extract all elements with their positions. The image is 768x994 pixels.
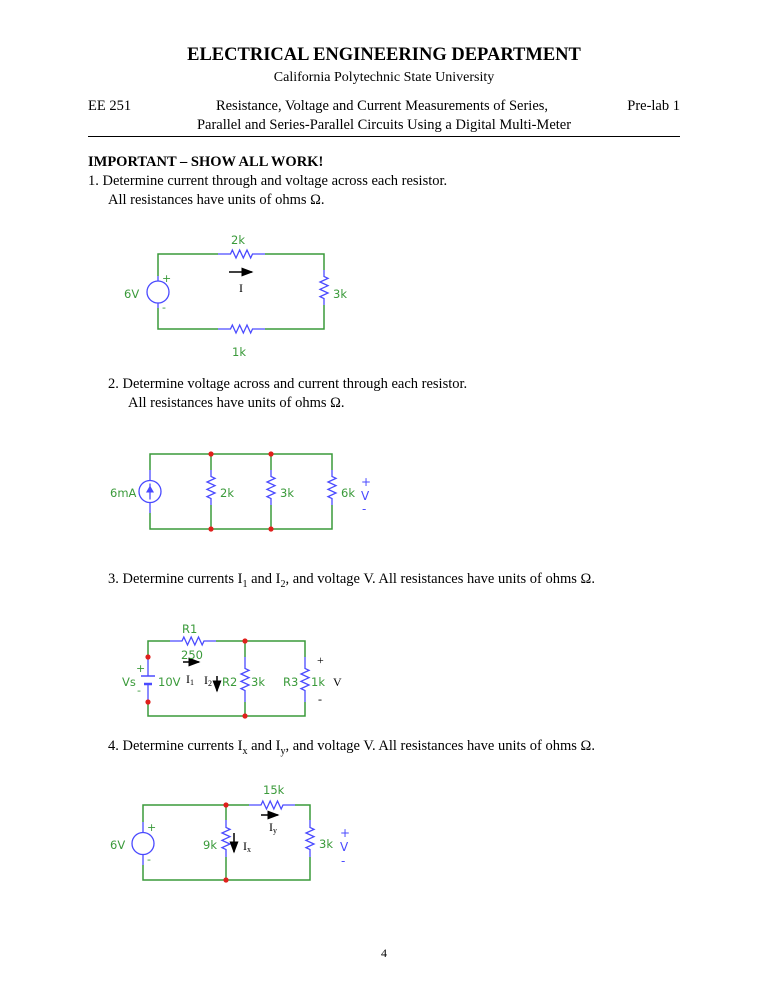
c2-source-label: 6mA: [110, 486, 137, 500]
wire: [295, 805, 310, 820]
c3-r2-value: 3k: [251, 675, 265, 689]
c3-i1-label: I1: [186, 672, 194, 687]
c1-r-bottom-label: 1k: [232, 345, 246, 359]
wire: [265, 254, 324, 270]
c4-v-minus: -: [341, 854, 346, 868]
node-dot: [242, 713, 247, 718]
node-dot: [268, 526, 273, 531]
c3-source-name: Vs: [122, 675, 136, 689]
c2-v-minus: -: [362, 502, 367, 516]
c4-v-plus: +: [340, 826, 351, 840]
c2-v-label: V: [361, 489, 370, 503]
resistor-r2-3k: [241, 657, 249, 702]
c3-r1-value: 250: [181, 648, 203, 662]
c1-current-label: I: [239, 281, 243, 295]
c4-minus: -: [147, 853, 151, 866]
course-code: EE 251: [88, 98, 132, 114]
node-dot: [145, 654, 150, 659]
lab-title-line1: Resistance, Voltage and Current Measurements of Series,: [215, 98, 549, 114]
c3-v-minus: -: [318, 692, 322, 706]
node-dot: [242, 638, 247, 643]
wire: [150, 505, 332, 529]
problem-2-line2: All resistances have units of ohms Ω.: [128, 395, 345, 411]
c3-plus: +: [136, 662, 146, 675]
wire: [148, 702, 305, 716]
node-dot: [208, 451, 213, 456]
c3-r3-value: 1k: [311, 675, 325, 689]
c3-source-value: 10V: [158, 675, 181, 689]
wire: [143, 805, 249, 822]
c3-r3-name: R3: [283, 675, 299, 689]
wire: [150, 454, 332, 470]
lab-number: Pre-lab 1: [627, 98, 680, 114]
c1-source-label: 6V: [124, 287, 140, 301]
problem-4-text: 4. Determine currents $I_x$ and $I_y$, and voltage V. All resistances have units of ohms Ω.: [108, 738, 595, 757]
c2-r3-label: 6k: [341, 486, 355, 500]
c3-minus: -: [137, 684, 141, 697]
resistor-2k: [207, 470, 215, 505]
node-dot: [208, 526, 213, 531]
c3-r2-name: R2: [222, 675, 238, 689]
c4-v-label: V: [340, 840, 349, 854]
c4-r-mid-label: 9k: [203, 838, 217, 852]
c4-source-label: 6V: [110, 838, 126, 852]
voltage-source-6v: [132, 833, 154, 855]
wire: [148, 641, 170, 657]
department-title: ELECTRICAL ENGINEERING DEPARTMENT: [187, 45, 581, 65]
c2-r2-label: 3k: [280, 486, 294, 500]
lab-title-line2: Parallel and Series-Parallel Circuits Using a Digital Multi-Meter: [196, 117, 572, 133]
resistor-6k: [328, 470, 336, 505]
c4-r-top-label: 15k: [263, 783, 285, 797]
arrow-up-icon: [146, 486, 154, 493]
c3-r1-name: R1: [182, 622, 198, 636]
university-name: California Polytechnic State University: [273, 70, 495, 85]
wire: [265, 305, 324, 329]
resistor-r3-1k: [301, 657, 309, 702]
page-number: 4: [381, 946, 387, 960]
resistor-3k: [306, 820, 314, 857]
problem-1-line2: All resistances have units of ohms Ω.: [108, 192, 325, 208]
resistor-3k: [320, 270, 328, 305]
c1-r-right-label: 3k: [333, 287, 347, 301]
node-dot: [223, 802, 228, 807]
c4-r-right-label: 3k: [319, 837, 333, 851]
resistor-1k: [218, 325, 265, 333]
c4-ix-label: Ix: [243, 839, 251, 854]
c1-plus: +: [162, 272, 172, 285]
resistor-2k: [218, 250, 265, 258]
c3-v-plus: +: [317, 653, 324, 667]
problem-3-text: 3. Determine currents $I_1$ and $I_2$, and voltage V. All resistances have units of ohms Ω.: [108, 571, 595, 590]
important-note: IMPORTANT – SHOW ALL WORK!: [88, 154, 324, 170]
problem-2-line1: 2. Determine voltage across and current through each resistor.: [108, 376, 468, 392]
c4-plus: +: [147, 821, 157, 834]
node-dot: [145, 699, 150, 704]
resistor-15k: [249, 801, 295, 809]
resistor-3k: [267, 470, 275, 505]
wire: [158, 308, 218, 329]
c2-v-plus: +: [361, 475, 372, 489]
c4-iy-label: Iy: [269, 820, 277, 835]
resistor-r1-250: [170, 637, 216, 645]
problem-1-line1: 1. Determine current through and voltage across each resistor.: [88, 173, 448, 189]
c3-v-label: V: [333, 675, 342, 689]
resistor-9k: [222, 820, 230, 857]
node-dot: [223, 877, 228, 882]
c1-r-top-label: 2k: [231, 233, 245, 247]
wire: [216, 641, 305, 657]
c1-minus: -: [162, 301, 166, 314]
node-dot: [268, 451, 273, 456]
c2-r1-label: 2k: [220, 486, 234, 500]
c3-i2-label: I2: [204, 673, 212, 688]
